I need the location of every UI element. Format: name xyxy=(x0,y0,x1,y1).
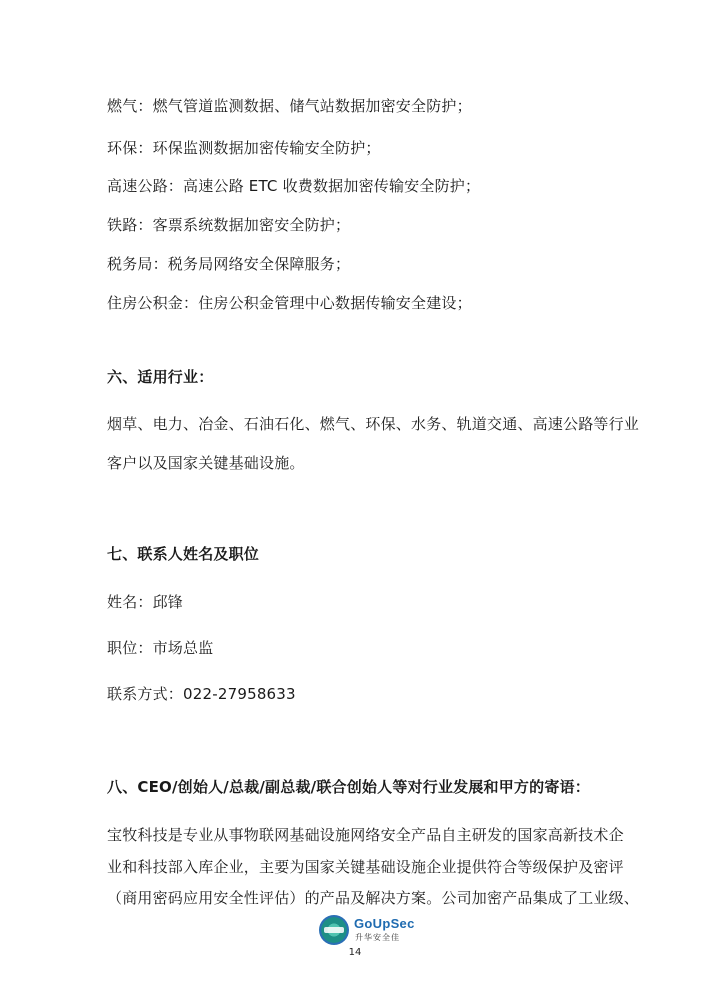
section-8-body-line-2: 业和科技部入库企业，主要为国家关键基础设施企业提供符合等级保护及密评 xyxy=(107,858,624,876)
section-8-body-line-1: 宝牧科技是专业从事物联网基础设施网络安全产品自主研发的国家高新技术企 xyxy=(107,826,624,844)
contact-name: 姓名：邱锋 xyxy=(107,593,184,611)
industry-line-environment: 环保：环保监测数据加密传输安全防护； xyxy=(107,139,381,157)
section-6-body-line-2: 客户以及国家关键基础设施。 xyxy=(107,454,305,472)
industry-line-highway: 高速公路：高速公路 ETC 收费数据加密传输安全防护； xyxy=(107,177,481,195)
industry-line-railway: 铁路：客票系统数据加密安全防护； xyxy=(107,216,351,234)
contact-title: 职位：市场总监 xyxy=(107,639,214,657)
industry-line-housing-fund: 住房公积金：住房公积金管理中心数据传输安全建设； xyxy=(107,294,472,312)
page-number: 14 xyxy=(348,947,362,958)
logo-emblem-icon xyxy=(319,915,349,945)
logo-text: GoUpSec xyxy=(354,916,415,931)
contact-phone: 联系方式：022-27958633 xyxy=(107,685,296,703)
section-7-heading: 七、联系人姓名及职位 xyxy=(107,545,260,563)
logo-subtitle: 升华安全佳 xyxy=(355,933,400,942)
goupsec-logo xyxy=(319,915,415,945)
industry-line-tax: 税务局：税务局网络安全保障服务； xyxy=(107,255,351,273)
section-6-body-line-1: 烟草、电力、冶金、石油石化、燃气、环保、水务、轨道交通、高速公路等行业 xyxy=(107,415,640,433)
industry-line-gas: 燃气：燃气管道监测数据、储气站数据加密安全防护； xyxy=(107,97,472,115)
section-8-body-line-3: （商用密码应用安全性评估）的产品及解决方案。公司加密产品集成了工业级、 xyxy=(107,889,640,907)
section-6-heading: 六、适用行业： xyxy=(107,368,214,386)
section-8-heading: 八、CEO/创始人/总裁/副总裁/联合创始人等对行业发展和甲方的寄语： xyxy=(107,778,590,796)
